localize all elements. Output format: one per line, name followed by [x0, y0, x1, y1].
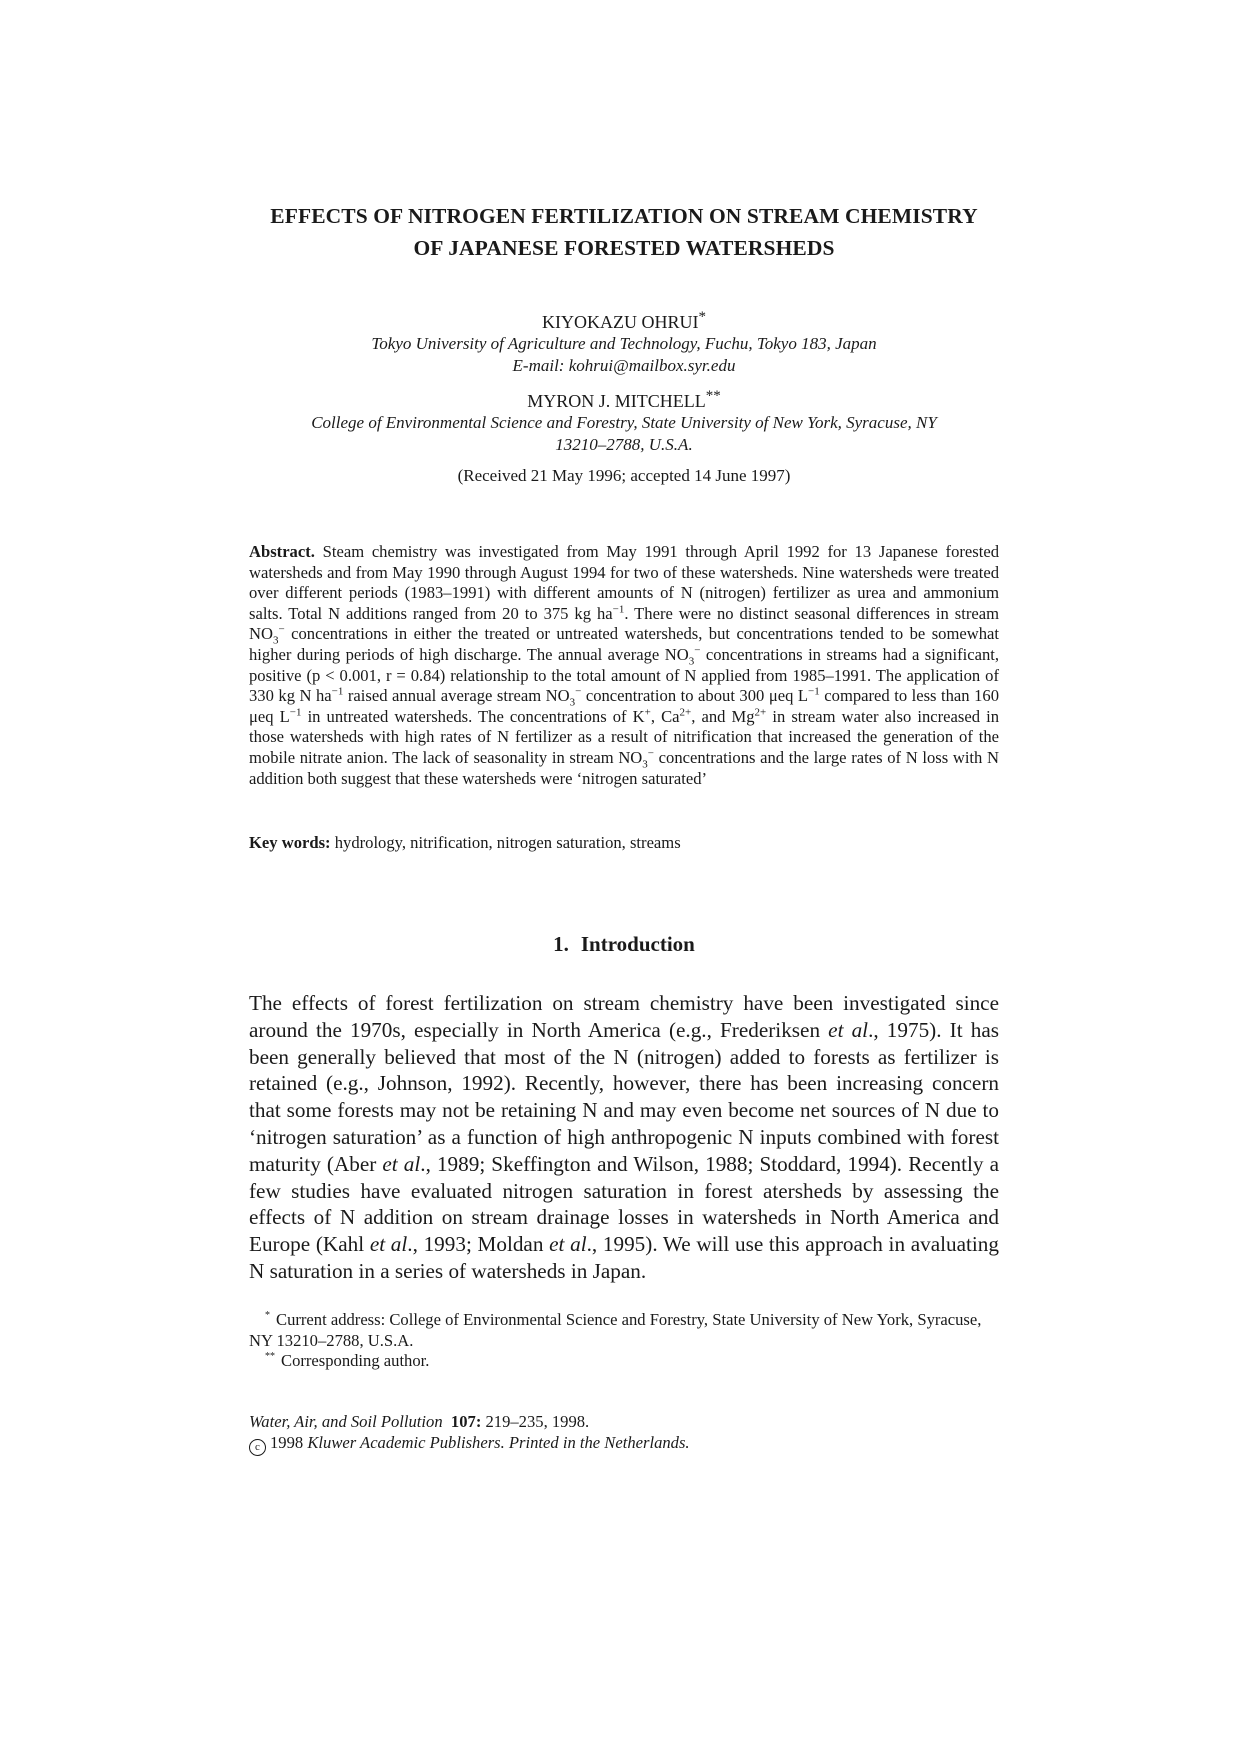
author-name-1: KIYOKAZU OHRUI* [542, 309, 706, 332]
abstract-label: Abstract. [249, 542, 315, 561]
received-dates: (Received 21 May 1996; accepted 14 June 1997) [457, 466, 791, 485]
keywords-label: Key words: [249, 833, 331, 852]
introduction-paragraph: The effects of forest fertilization on stream chemistry have been investigated since around the 1970s, especially in North America (e.g., Frederiksen et al., 1975). It has been generally believed that most of the N (nitrogen) added to forests as fertilizer is retained (e.g., Johnson, 1992). Recently, however, there has been increasing concern that some forests may not be retaining N and may even become net sources of N due to ‘nitrogen saturation’ as a function of high anthropogenic N inputs combined with forest maturity (Aber et al., 1989; Skeffington and Wilson, 1988; Stoddard, 1994). Recently a few studies have evaluated nitrogen saturation in forest atersheds by assessing the effects of N addition on stream drainage losses in watersheds in North America and Europe (Kahl et al., 1993; Moldan et al., 1995). We will use this approach in avaluating N saturation in a series of watersheds in Japan. [249, 991, 999, 1283]
section-number: 1. [553, 932, 569, 956]
copyright-icon: c [249, 1439, 266, 1456]
publisher: Kluwer Academic Publishers. Printed in the Netherlands. [307, 1433, 690, 1452]
abstract: Abstract. Steam chemistry was investigated from May 1991 through April 1992 for 13 Japanese forested watersheds and from May 1990 through August 1994 for two of these watersheds. Nine watersheds were treated over different periods (1983–1991) with different amounts of N (nitrogen) fertilizer as urea and ammonium salts. Total N additions ranged from 20 to 375 kg $ha^{-1}$. There were no distinct seasonal differences in stream $NO_3^-$ concentrations in either the treated or untreated watersheds, but concentrations tended to be somewhat higher during periods of high discharge. The annual average $NO_3^-$ concentrations in streams had a significant, positive (p < 0.001, r = 0.84) relationship to the total amount of N applied from 1985–1991. The application of 330 kg N $ha^{-1}$ raised annual average stream $NO_3^-$ concentration to about 300 μeq $L^{-1}$ compared to less than 160 μeq $L^{-1}$ in untreated watersheds. The concentrations of K+, $Ca^{2+}$, and $Mg^{2+}$ in stream water also increased in those watersheds with high rates of N fertilizer as a result of nitrification that increased the generation of the mobile nitrate anion. The lack of seasonality in stream $NO_3^-$ concentrations and the large rates of N loss with N addition both suggest that these watersheds were ‘nitrogen saturated’ [249, 542, 1000, 788]
author-affiliation-1: Tokyo University of Agriculture and Technology, Fuchu, Tokyo 183, Japan [371, 334, 877, 353]
journal-info [249, 1411, 999, 1456]
author-email-1: E-mail: kohrui@mailbox.syr.edu [512, 356, 736, 375]
journal-pages: 219–235, 1998. [481, 1412, 590, 1431]
author-mark-1: * [698, 309, 706, 325]
journal-citation [249, 1411, 999, 1432]
author-affiliation-2b: 13210–2788, U.S.A. [555, 435, 693, 454]
journal-name: Water, Air, and Soil Pollution [249, 1412, 443, 1431]
author-mark-2: ** [705, 388, 721, 404]
title-line-2: OF JAPANESE FORESTED WATERSHEDS [413, 236, 835, 260]
section-heading [249, 932, 999, 957]
author-affiliation-2: College of Environmental Science and Forestry, State University of New York, Syracuse, NY [311, 413, 937, 432]
section-title: Introduction [580, 932, 695, 956]
author-name-2: MYRON J. MITCHELL** [527, 388, 721, 411]
footnote-1: * Current address: College of Environmental Science and Forestry, State University of New York, Syracuse, NY 13210–2788, U.S.A. [249, 1310, 982, 1350]
paper-title [249, 200, 999, 264]
title-line-1: EFFECTS OF NITROGEN FERTILIZATION ON STREAM CHEMISTRY [270, 204, 978, 228]
footnotes [249, 1310, 999, 1372]
author-block [249, 306, 999, 456]
key-words: Key words: hydrology, nitrification, nitrogen saturation, streams [249, 833, 681, 852]
journal-volume: 107: [450, 1412, 482, 1431]
footnote-2: ** Corresponding author. [265, 1351, 430, 1370]
copyright-line: c 1998 Kluwer Academic Publishers. Printed in the Netherlands. [249, 1432, 999, 1456]
